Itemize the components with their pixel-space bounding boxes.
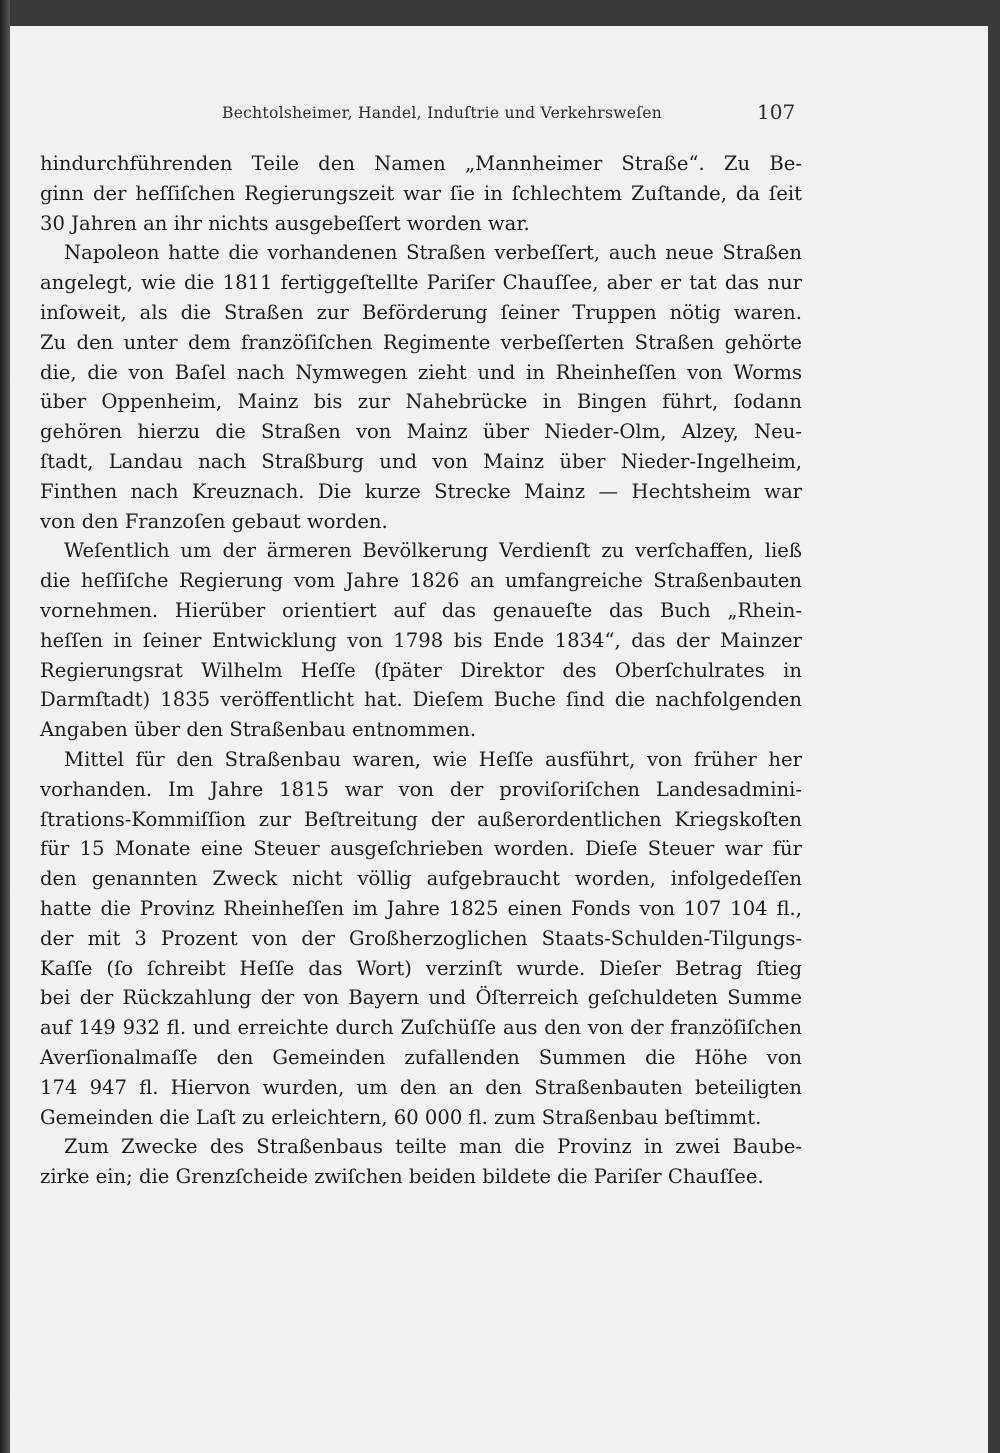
text-line: Kaſſe (ſo ſchreibt Heſſe das Wort) verzinſt wurde. Dieſer Betrag ſtieg — [40, 956, 802, 980]
text-line: Regierungsrat Wilhelm Heſſe (ſpäter Direktor des Oberſchulrates in — [40, 658, 802, 682]
text-line: hatte die Provinz Rheinheſſen im Jahre 1825 einen Fonds von 107 104 fl., — [40, 896, 802, 920]
body-text — [40, 149, 802, 1192]
text-line: Darmſtadt) 1835 veröffentlicht hat. Dieſem Buche ſind die nachfolgenden — [40, 688, 802, 712]
text-line: inſoweit, als die Straßen zur Beförderung ſeiner Truppen nötig waren. — [40, 300, 802, 324]
text-line: Weſentlich um der ärmeren Bevölkerung Verdienſt zu verſchaffen, ließ — [64, 539, 802, 563]
text-line: 174 947 fl. Hiervon wurden, um den an den Straßenbauten beteiligten — [40, 1075, 802, 1099]
text-line: ſtrations-Kommiſſion zur Beſtreitung der außerordentlichen Kriegskoſten — [40, 807, 802, 831]
text-line: ginn der heſſiſchen Regierungszeit war ſie in ſchlechtem Zuſtande, da ſeit — [40, 181, 802, 205]
text-line: gehören hierzu die Straßen von Mainz über Nieder-Olm, Alzey, Neu- — [40, 420, 802, 444]
text-line: bei der Rückzahlung der von Bayern und Öſterreich geſchuldeten Summe — [40, 986, 802, 1010]
text-line: den genannten Zweck nicht völlig aufgebraucht worden, infolgedeſſen — [40, 867, 802, 891]
text-line: heſſen in ſeiner Entwicklung von 1798 bis Ende 1834“, das der Mainzer — [40, 628, 802, 652]
text-line: die, die von Baſel nach Nymwegen zieht und in Rheinheſſen von Worms — [40, 360, 802, 384]
paragraph — [40, 149, 802, 238]
text-line: Angaben über den Straßenbau entnommen. — [40, 718, 477, 742]
text-line: vornehmen. Hierüber orientiert auf das genaueſte das Buch „Rhein- — [40, 598, 802, 622]
text-line: von den Franzoſen gebaut worden. — [40, 509, 388, 533]
text-line: auf 149 932 fl. und erreichte durch Zuſchüſſe aus den von der franzöſiſchen — [40, 1016, 802, 1040]
text-line: ſtadt, Landau nach Straßburg und von Mainz über Nieder-Ingelheim, — [40, 449, 802, 473]
running-header-title: Bechtolsheimer, Handel, Induſtrie und Verkehrsweſen — [222, 104, 663, 122]
text-line: angelegt, wie die 1811 fertiggeſtellte Pariſer Chauſſee, aber er tat das nur — [40, 271, 802, 295]
text-line: über Oppenheim, Mainz bis zur Nahebrücke in Bingen führt, ſodann — [40, 390, 802, 414]
text-line: der mit 3 Prozent von der Großherzoglichen Staats-Schulden-Tilgungs- — [40, 926, 802, 950]
text-line: die heſſiſche Regierung vom Jahre 1826 an umfangreiche Straßenbauten — [40, 569, 802, 593]
text-line: für 15 Monate eine Steuer ausgeſchrieben worden. Dieſe Steuer war für — [40, 837, 802, 861]
paragraph — [40, 238, 802, 536]
text-line: Finthen nach Kreuznach. Die kurze Strecke Mainz — Hechtsheim war — [40, 479, 802, 503]
text-line: Zu den unter dem franzöſiſchen Regimente verbeſſerten Straßen gehörte — [40, 330, 802, 354]
book-binding-edge — [0, 0, 10, 1453]
text-line: hindurchführenden Teile den Namen „Mannheimer Straße“. Zu Be- — [40, 152, 802, 175]
text-line: Zum Zwecke des Straßenbaus teilte man die Provinz in zwei Baube- — [64, 1135, 802, 1159]
text-line: vorhanden. Im Jahre 1815 war von der proviſoriſchen Landesadmini- — [40, 777, 802, 801]
paragraph — [40, 745, 802, 1132]
paragraph — [40, 1132, 802, 1192]
text-line: Averſionalmaſſe den Gemeinden zufallenden Summen die Höhe von — [40, 1045, 802, 1069]
text-line: Mittel für den Straßenbau waren, wie Heſſe ausführt, von früher her — [64, 747, 802, 771]
text-line: Gemeinden die Laſt zu erleichtern, 60 000 fl. zum Straßenbau beſtimmt. — [40, 1105, 762, 1129]
page-number: 107 — [757, 100, 796, 124]
text-line: 30 Jahren an ihr nichts ausgebeſſert worden war. — [40, 211, 530, 235]
paragraph — [40, 536, 802, 745]
text-line: zirke ein; die Grenzſcheide zwiſchen beiden bildete die Pariſer Chauſſee. — [40, 1165, 764, 1189]
text-line: Napoleon hatte die vorhandenen Straßen verbeſſert, auch neue Straßen — [64, 241, 802, 265]
